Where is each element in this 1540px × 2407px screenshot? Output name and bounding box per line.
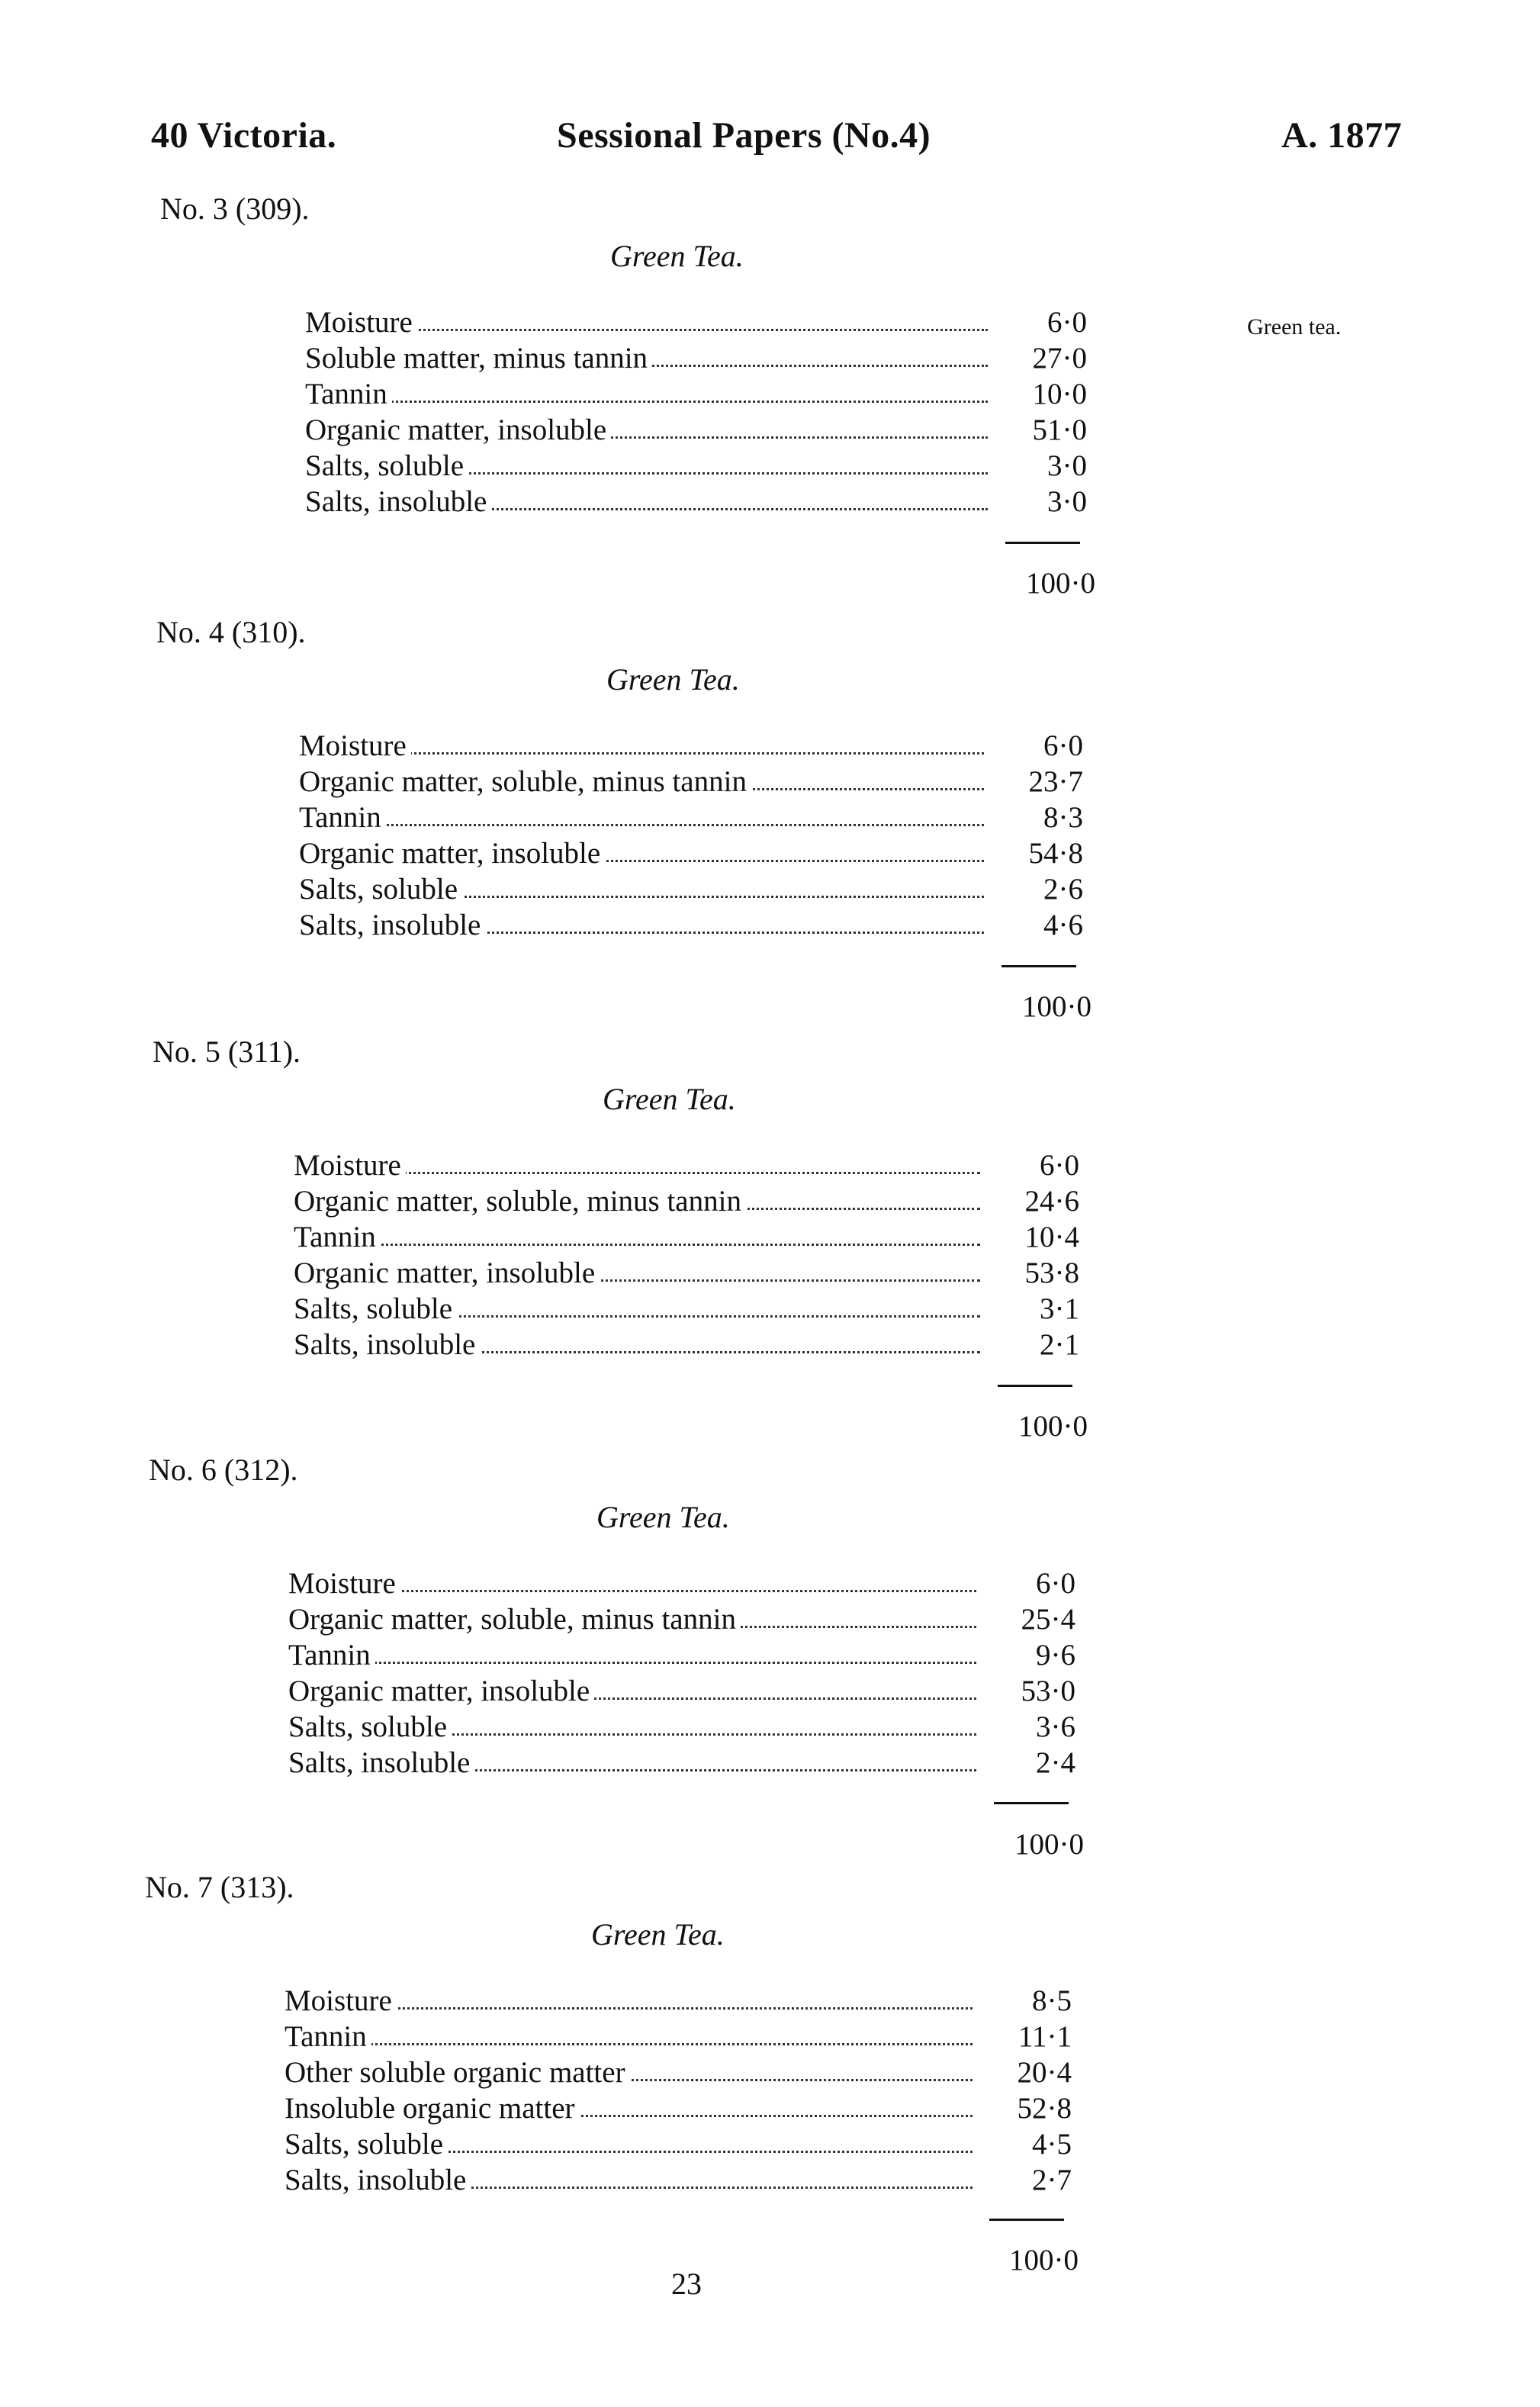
- table-row: [285, 2163, 1072, 2198]
- table-row: [294, 1148, 1079, 1183]
- table-row: [305, 305, 1087, 340]
- component-value: 2·1: [1040, 1328, 1079, 1361]
- component-label: Organic matter, soluble, minus tannin: [288, 1602, 741, 1636]
- component-label: Organic matter, soluble, minus tannin: [299, 764, 751, 799]
- component-value: 54·8: [1028, 837, 1083, 870]
- sample-title: Green Tea.: [606, 662, 740, 697]
- table-row: [305, 341, 1087, 376]
- component-value: 20·4: [1017, 2056, 1072, 2089]
- component-label: Salts, soluble: [288, 1710, 452, 1744]
- component-label: Soluble matter, minus tannin: [305, 341, 652, 375]
- component-label: Tannin: [285, 2019, 371, 2054]
- sample-number: No. 3 (309).: [160, 191, 310, 226]
- table-row: [305, 413, 1087, 448]
- component-label: Salts, insoluble: [294, 1327, 480, 1362]
- table-row: [294, 1220, 1079, 1255]
- header-title: Sessional Papers (No.4): [557, 115, 931, 156]
- header-year: A. 1877: [1281, 115, 1403, 156]
- component-label: Organic matter, insoluble: [294, 1256, 600, 1290]
- table-row: [288, 1602, 1075, 1637]
- component-value: 27·0: [1032, 342, 1087, 375]
- component-value: 3·0: [1047, 449, 1087, 482]
- sample-total: 100·0: [1022, 990, 1092, 1023]
- header-regnal-year: 40 Victoria.: [151, 115, 337, 156]
- dot-leader: [285, 2043, 973, 2045]
- component-value: 8·3: [1043, 801, 1083, 834]
- component-value: 10·4: [1024, 1221, 1079, 1253]
- component-label: Organic matter, insoluble: [299, 836, 605, 870]
- component-value: 23·7: [1028, 765, 1083, 798]
- sample-title: Green Tea.: [591, 1917, 725, 1952]
- sample-number: No. 6 (312).: [149, 1453, 298, 1487]
- dot-leader: [294, 1244, 980, 1246]
- table-row: [288, 1638, 1075, 1673]
- sample-number: No. 7 (313).: [145, 1870, 294, 1904]
- sample-number: No. 5 (311).: [153, 1035, 301, 1069]
- component-label: Moisture: [288, 1566, 400, 1601]
- component-label: Salts, soluble: [285, 2127, 448, 2161]
- component-label: Moisture: [305, 305, 417, 339]
- table-row: [294, 1292, 1079, 1327]
- table-row: [299, 729, 1083, 764]
- table-row: [294, 1184, 1079, 1219]
- component-label: Organic matter, insoluble: [305, 413, 611, 447]
- dot-leader: [305, 401, 988, 403]
- table-row: [285, 2055, 1072, 2090]
- sample-total: 100·0: [1009, 2244, 1079, 2277]
- page-number: 23: [671, 2267, 702, 2301]
- table-row: [288, 1566, 1075, 1601]
- component-value: 6·0: [1043, 729, 1083, 762]
- margin-note: Green tea.: [1247, 314, 1342, 339]
- component-value: 4·5: [1032, 2128, 1072, 2161]
- component-value: 6·0: [1047, 306, 1087, 339]
- table-row: [305, 449, 1087, 484]
- total-rule: [998, 1385, 1072, 1387]
- component-label: Organic matter, insoluble: [288, 1674, 594, 1708]
- table-row: [285, 1984, 1072, 2019]
- component-value: 6·0: [1040, 1149, 1079, 1182]
- table-row: [288, 1746, 1075, 1781]
- component-label: Salts, insoluble: [288, 1746, 474, 1780]
- component-label: Tannin: [294, 1220, 381, 1254]
- total-rule: [1005, 542, 1080, 544]
- table-row: [285, 2091, 1072, 2126]
- component-label: Salts, soluble: [305, 449, 468, 483]
- dot-leader: [299, 824, 984, 826]
- sample-title: Green Tea.: [596, 1500, 730, 1534]
- sample-title: Green Tea.: [610, 239, 744, 273]
- component-value: 51·0: [1032, 414, 1087, 446]
- component-label: Tannin: [305, 377, 392, 411]
- component-label: Organic matter, soluble, minus tannin: [294, 1184, 746, 1218]
- component-value: 9·6: [1036, 1639, 1075, 1672]
- table-row: [294, 1327, 1079, 1363]
- total-rule: [989, 2219, 1064, 2221]
- component-value: 53·8: [1024, 1257, 1079, 1289]
- component-value: 25·4: [1021, 1603, 1075, 1636]
- component-label: Salts, soluble: [299, 872, 462, 906]
- total-rule: [994, 1802, 1069, 1804]
- component-value: 2·7: [1032, 2164, 1072, 2196]
- component-label: Moisture: [294, 1148, 406, 1183]
- component-label: Moisture: [299, 729, 411, 763]
- component-value: 24·6: [1024, 1185, 1079, 1218]
- sample-number: No. 4 (310).: [156, 615, 306, 649]
- table-row: [305, 484, 1087, 520]
- component-label: Salts, soluble: [294, 1292, 457, 1326]
- component-value: 2·6: [1043, 873, 1083, 906]
- table-row: [288, 1710, 1075, 1745]
- table-row: [299, 836, 1083, 871]
- component-value: 3·6: [1036, 1710, 1075, 1743]
- table-row: [294, 1256, 1079, 1291]
- sample-total: 100·0: [1026, 567, 1095, 600]
- component-label: Salts, insoluble: [305, 484, 491, 519]
- sample-total: 100·0: [1014, 1828, 1084, 1861]
- dot-leader: [288, 1662, 976, 1664]
- sample-title: Green Tea.: [603, 1082, 736, 1116]
- table-row: [299, 908, 1083, 943]
- table-row: [285, 2127, 1072, 2162]
- component-value: 3·0: [1047, 485, 1087, 518]
- component-value: 53·0: [1021, 1675, 1075, 1707]
- component-label: Salts, insoluble: [285, 2163, 471, 2197]
- table-row: [305, 377, 1087, 412]
- component-value: 11·1: [1018, 2020, 1072, 2053]
- table-row: [288, 1674, 1075, 1709]
- component-label: Other soluble organic matter: [285, 2055, 630, 2090]
- sample-total: 100·0: [1018, 1410, 1088, 1443]
- component-value: 52·8: [1017, 2092, 1072, 2125]
- component-value: 8·5: [1032, 1984, 1072, 2017]
- component-value: 10·0: [1032, 378, 1087, 410]
- table-row: [299, 764, 1083, 800]
- component-label: Insoluble organic matter: [285, 2091, 580, 2125]
- table-row: [285, 2019, 1072, 2055]
- component-label: Tannin: [299, 800, 386, 835]
- page-header: [0, 114, 1540, 175]
- component-value: 4·6: [1043, 909, 1083, 941]
- component-label: Tannin: [288, 1638, 375, 1672]
- component-value: 2·4: [1036, 1746, 1075, 1779]
- component-value: 3·1: [1040, 1292, 1079, 1325]
- component-label: Moisture: [285, 1984, 397, 2018]
- table-row: [299, 800, 1083, 835]
- component-label: Salts, insoluble: [299, 908, 485, 942]
- component-value: 6·0: [1036, 1567, 1075, 1600]
- total-rule: [1001, 965, 1076, 967]
- table-row: [299, 872, 1083, 907]
